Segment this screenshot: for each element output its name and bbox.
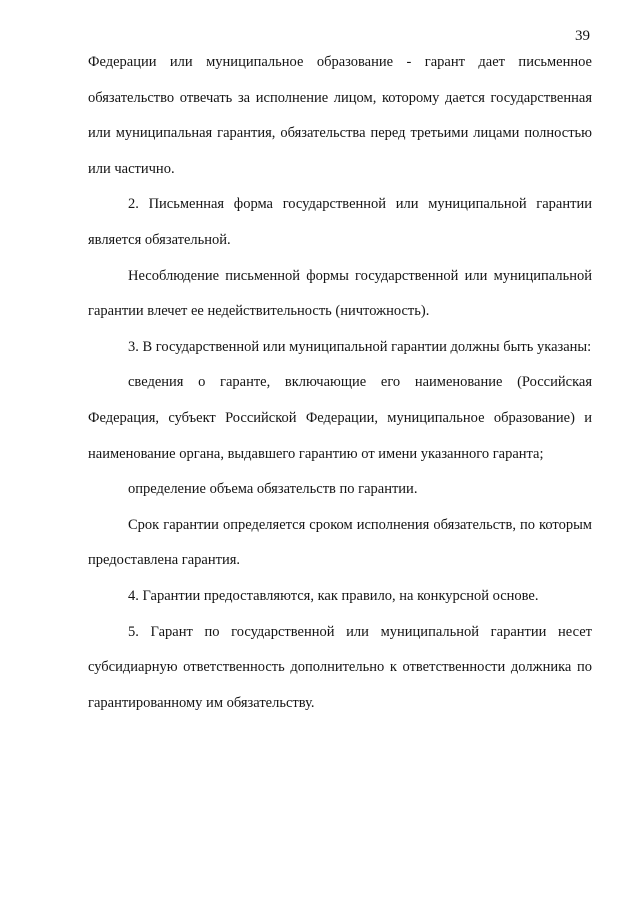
paragraph: 5. Гарант по государственной или муниципальной гарантии несет субсидиарную ответственность дополнительно к ответственности должника по гарантированному им обязательству. <box>88 623 592 711</box>
paragraph: Срок гарантии определяется сроком исполнения обязательств, по которым предоставлена гарантия. <box>88 516 592 569</box>
paragraph: Федерации или муниципальное образование - гарант дает письменное обязательство отвечать за исполнение лицом, которому дается государственная или муниципальная гарантия, обязательства перед третьими лицами полностью или частично. <box>88 54 592 177</box>
paragraph: 4. Гарантии предоставляются, как правило, на конкурсной основе. <box>128 587 539 604</box>
paragraph: 3. В государственной или муниципальной гарантии должны быть указаны: <box>128 338 592 355</box>
document-body <box>88 45 592 721</box>
paragraph: определение объема обязательств по гарантии. <box>128 481 418 498</box>
page-number: 39 <box>575 28 590 44</box>
paragraph: сведения о гаранте, включающие его наименование (Российская Федерация, субъект Российской Федерации, муниципальное образование) и наименование органа, выдавшего гарантию от имени указанного гаранта; <box>88 374 592 462</box>
paragraph: Несоблюдение письменной формы государственной или муниципальной гарантии влечет ее недействительность (ничтожность). <box>88 267 592 320</box>
paragraph: 2. Письменная форма государственной или муниципальной гарантии является обязательной. <box>88 196 592 248</box>
